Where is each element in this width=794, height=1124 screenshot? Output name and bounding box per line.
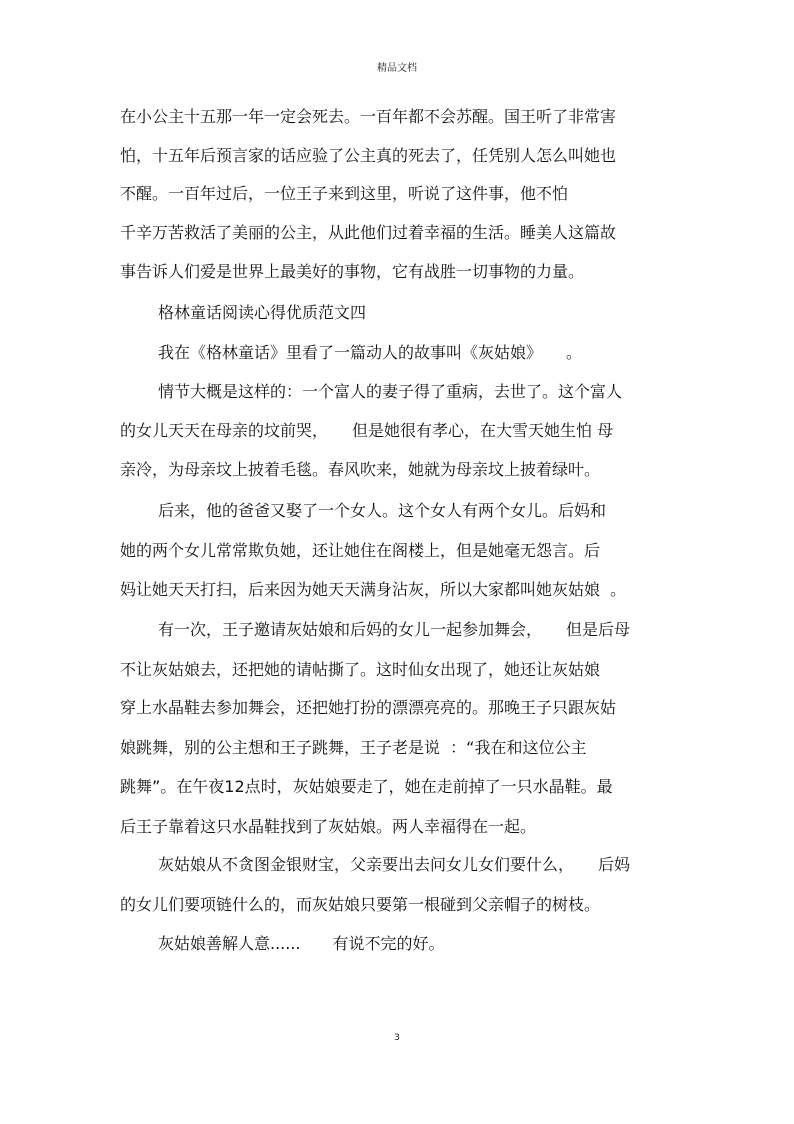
text-line: 跳舞”。在午夜12点时，灰姑娘要走了，她在走前掉了一只水晶鞋。最 <box>120 777 613 796</box>
text-line: 灰姑娘从不贪图金银财宝，父亲要出去问女儿女们要什么， 后妈 <box>158 855 631 874</box>
text-line: 不让灰姑娘去，还把她的请帖撕了。这时仙女出现了，她还让灰姑娘 <box>120 660 601 679</box>
text-line: 在小公主十五那一年一定会死去。一百年都不会苏醒。国王听了非常害 <box>120 107 617 126</box>
text-line: 娘跳舞，别的公主想和王子跳舞，王子老是说 ：“我在和这位公主 <box>120 738 587 757</box>
text-line: 情节大概是这样的：一个富人的妻子得了重病，去世了。这个富人 <box>158 382 623 401</box>
text-line: 穿上水晶鞋去参加舞会，还把她打扮的漂漂亮亮的。那晚王子只跟灰姑 <box>120 698 617 717</box>
text-line: 灰姑娘善解人意...... 有说不完的好。 <box>158 934 445 953</box>
text-line: 后王子靠着这只水晶鞋找到了灰姑娘。两人幸福得在一起。 <box>120 817 537 836</box>
text-line: 事告诉人们爱是世界上最美好的事物，它有战胜一切事物的力量。 <box>120 262 585 281</box>
text-line: 的女儿天天在母亲的坟前哭， 但是她很有孝心，在大雪天她生怕 母 <box>120 421 614 440</box>
text-line: 她的两个女儿常常欺负她，还让她住在阁楼上，但是她毫无怨言。后 <box>120 541 601 560</box>
page-header: 精品文档 <box>377 63 417 74</box>
text-line: 千辛万苦救活了美丽的公主，从此他们过着幸福的生活。睡美人这篇故 <box>120 223 617 242</box>
text-line: 妈让她天天打扫，后来因为她天天满身沾灰，所以大家都叫她灰姑娘 。 <box>120 580 627 599</box>
text-line: 的女儿们要项链什么的，而灰姑娘只要第一根碰到父亲帽子的树枝。 <box>120 895 601 914</box>
text-line: 亲冷，为母亲坟上披着毛毯。春风吹来，她就为母亲坟上披着绿叶。 <box>120 460 601 479</box>
text-line: 我在《格林童话》里看了一篇动人的故事叫《灰姑娘》 。 <box>158 343 583 362</box>
text-line: 怕，十五年后预言家的话应验了公主真的死去了，任凭别人怎么叫她也 <box>120 146 617 165</box>
text-line: 不醒。一百年过后，一位王子来到这里，听说了这件事，他不怕 <box>120 184 569 203</box>
page-number: 3 <box>394 1033 400 1043</box>
text-line: 后来，他的爸爸又娶了一个女人。这个女人有两个女儿。后妈和 <box>158 501 607 520</box>
text-line: 有一次，王子邀请灰姑娘和后妈的女儿一起参加舞会， 但是后母 <box>158 620 631 639</box>
section-heading: 格林童话阅读心得优质范文四 <box>158 303 367 322</box>
